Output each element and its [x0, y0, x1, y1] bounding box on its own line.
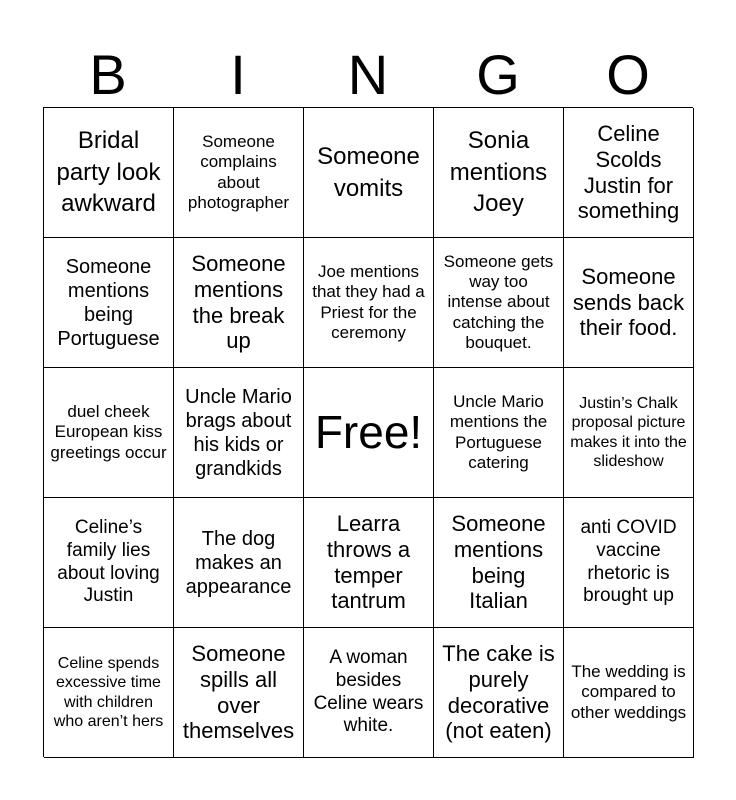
bingo-cell[interactable]: Celine’s family lies about loving Justin: [44, 498, 174, 628]
bingo-cell[interactable]: A woman besides Celine wears white.: [304, 628, 434, 758]
bingo-cell[interactable]: Someone spills all over themselves: [174, 628, 304, 758]
free-space: Free!: [304, 368, 434, 498]
bingo-cell[interactable]: Someone mentions being Italian: [434, 498, 564, 628]
bingo-cell[interactable]: The dog makes an appearance: [174, 498, 304, 628]
header-letter-b: B: [89, 43, 127, 106]
bingo-cell[interactable]: Uncle Mario mentions the Portuguese catering: [434, 368, 564, 498]
bingo-cell[interactable]: Justin’s Chalk proposal picture makes it into the slideshow: [564, 368, 694, 498]
bingo-header: [43, 44, 693, 106]
bingo-cell[interactable]: Learra throws a temper tantrum: [304, 498, 434, 628]
header-letter-g: G: [476, 43, 520, 106]
bingo-cell[interactable]: Someone mentions being Portuguese: [44, 238, 174, 368]
bingo-cell[interactable]: Celine spends excessive time with children who aren’t hers: [44, 628, 174, 758]
bingo-cell[interactable]: Bridal party look awkward: [44, 108, 174, 238]
bingo-cell[interactable]: Joe mentions that they had a Priest for the ceremony: [304, 238, 434, 368]
bingo-cell[interactable]: Someone gets way too intense about catching the bouquet.: [434, 238, 564, 368]
bingo-cell[interactable]: Someone mentions the break up: [174, 238, 304, 368]
header-letter-o: O: [606, 43, 650, 106]
bingo-cell[interactable]: The cake is purely decorative (not eaten): [434, 628, 564, 758]
bingo-cell[interactable]: anti COVID vaccine rhetoric is brought up: [564, 498, 694, 628]
bingo-cell[interactable]: Uncle Mario brags about his kids or grandkids: [174, 368, 304, 498]
bingo-cell[interactable]: Sonia mentions Joey: [434, 108, 564, 238]
bingo-cell[interactable]: Someone sends back their food.: [564, 238, 694, 368]
bingo-cell[interactable]: duel cheek European kiss greetings occur: [44, 368, 174, 498]
header-letter-n: N: [347, 43, 389, 106]
bingo-board: [43, 107, 693, 757]
bingo-cell[interactable]: The wedding is compared to other weddings: [564, 628, 694, 758]
bingo-cell[interactable]: Someone vomits: [304, 108, 434, 238]
bingo-cell[interactable]: Celine Scolds Justin for something: [564, 108, 694, 238]
header-letter-i: I: [230, 43, 246, 106]
bingo-cell[interactable]: Someone complains about photographer: [174, 108, 304, 238]
